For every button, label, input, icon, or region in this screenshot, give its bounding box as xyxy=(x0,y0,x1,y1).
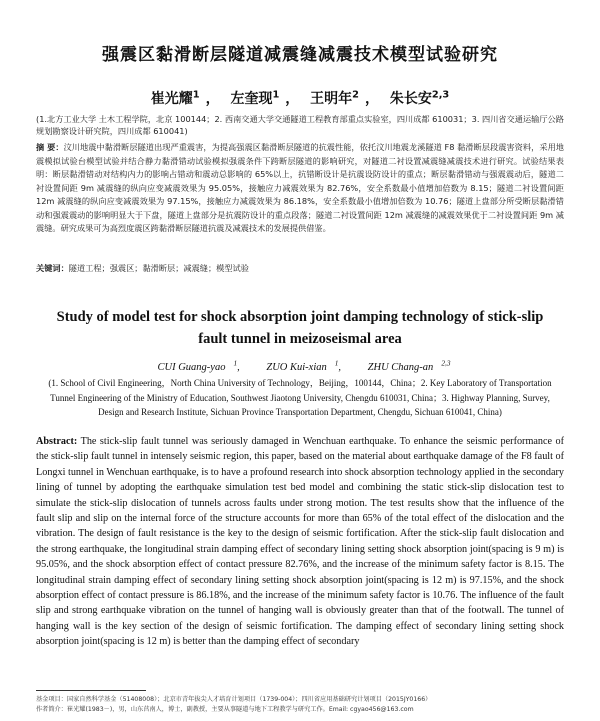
english-authors xyxy=(0,358,600,373)
english-abstract xyxy=(36,434,564,650)
en-author: ZUO Kui-xian $^1$, xyxy=(266,358,342,373)
en-abstract-label: Abstract: xyxy=(36,436,78,447)
english-affiliation: (1. School of Civil Engineering，North China University of Technology，Beijing，100144，China；2. Key Laboratory of Transportation Tunnel Engineering of the Ministry of Education, Southwest Jiaotong University, Chengdu 610031, China；3. Highway Planning, Survey, Design and Research Institute, Sichuan Province Transportation Department, Chengdu, Sichuan 610041, China) xyxy=(48,378,552,417)
en-author: ZHU Chang-an $^{2,3}$ xyxy=(367,358,451,373)
cn-abstract-label: 摘 要： xyxy=(36,142,64,152)
footnote xyxy=(36,695,564,714)
en-author: CUI Guang-yao $^1$, xyxy=(157,358,240,373)
chinese-keywords xyxy=(36,262,564,274)
cn-keywords-text: 隧道工程；强震区；黏滑断层；减震缝；模型试验 xyxy=(68,263,249,273)
cn-keywords-label: 关键词： xyxy=(36,263,69,273)
chinese-title: 强震区黏滑断层隧道减震缝减震技术模型试验研究 xyxy=(102,45,498,65)
chinese-abstract xyxy=(36,141,564,236)
funding-note: 基金项目：国家自然科学基金（51408008）；北京市青年拔尖人才培育计划项目（1739-004）；四川省应用基础研究计划项目（2015JY0166） xyxy=(36,696,432,703)
cn-author: 左奎现$^1$ xyxy=(230,89,280,107)
chinese-affiliation: (1.北方工业大学 土木工程学院，北京 100144；2. 西南交通大学交通隧道工程教育部重点实验室，四川成都 610031；3. 四川省交通运输厅公路规划勘察设计研究院，四川成都 610041) xyxy=(36,114,564,136)
en-abstract-text: The stick-slip fault tunnel was seriously damaged in Wenchuan earthquake. To enhance the seismic performance of the stick-slip fault tunnel in intensely seismic region, this paper, based on the material about earthquake damage of the F8 fault of Longxi tunnel in Wenchuan earthquake, is to have a profound research into shock absorption technology applied in the secondary lining of tunnel by adopting the earthquake simulation test bed model and combining the static stick-slip dislocation test to simulate the stick-slip dislocation of tunnels across faults under strong motion. The test results show that the influence of the fault slip and slip on the internal force of the structure accounts for more than 65% of the total effect of the dislocation and the vibration. The design of fault resistance is the key to the design of seismic fortification. After the stick-slip fault dislocation and the strong earthquake, the longitudinal strain damping effect of secondary lining setting shock absorption joint(spacing is 9 m) is 95.05%, and the shock absorption effect of contact pressure 82.76%, and the increase of the minimum safety factor is 8.15. The longitudinal strain damping effect of secondary lining setting shock absorption joint(spacing is 12 m) is 97.15%, and the shock absorption effect of contact pressure is 86.18%, and the increase of the minimum safety factor is 10.76. The influence of the fault slip and strong earthquake vibration on the tunnel of hanging wall is obviously greater than that of the footwall. The tunnel of hanging wall is the key section of the design of seismic fortification. The damping effect of secondary lining setting shock absorption joint(spacing is 12 m) is better than the damping effect of secondary xyxy=(36,436,564,648)
english-title: Study of model test for shock absorption joint damping technology of stick-slip fault tunnel in meizoseismal area xyxy=(56,309,544,347)
cn-author: 朱长安$^{2,3}$ xyxy=(389,89,450,107)
author-bio-note: 作者简介：崔光耀(1983－)，男，山东莒南人，博士，副教授，主要从事隧道与地下工程教学与研究工作。Email: cgyao456@163.com xyxy=(36,705,414,713)
footnote-divider xyxy=(36,690,146,691)
chinese-authors: 崔光耀$^1$ ， 左奎现$^1$ ， 王明年$^2$ ， 朱长安$^{2,3}$ xyxy=(150,89,450,107)
cn-abstract-text: 汶川地震中黏滑断层隧道出现严重震害，为提高强震区黏滑断层隧道的抗震性能，依托汶川地震龙溪隧道 F8 黏滑断层段震害资料，采用地震模拟试验台模型试验并结合静力黏滑错动试验模拟强震条件下跨断层隧道的影响研究，对隧道二衬设置减震缝减震技术进行研究。试验结果表明：断层黏滑错动对结构内力的影响占错动和震动总影响的 65%以上，抗错断设计是抗震设防设计的重点；断层黏滑错动与强震震动后，隧道二衬设置间距 9m 减震缝的纵向应变减震效果为 95.05%，接触应力减震效果为 82.76%，安全系数最小值增加倍数为 8.15；隧道二衬设置间距 12m 减震缝的纵向应变减震效果为 97.15%，接触应力减震效果为 86.18%，安全系数最小值增加倍数为 10.76；隧道上盘部分所受断层黏滑错动和强震震动的影响明显大于下盘，隧道上盘部分是抗震防设计的重点段落；隧道二衬设置间距 12m 减震缝的减震效果优于二衬设置间距 9m 减震缝。研究成果可为高烈度震区跨黏滑断层隧道抗震及减震技术的发展提供借鉴。 xyxy=(36,142,564,233)
cn-author: 王明年$^2$ xyxy=(310,89,359,107)
cn-author: 崔光耀$^1$ xyxy=(150,89,200,107)
